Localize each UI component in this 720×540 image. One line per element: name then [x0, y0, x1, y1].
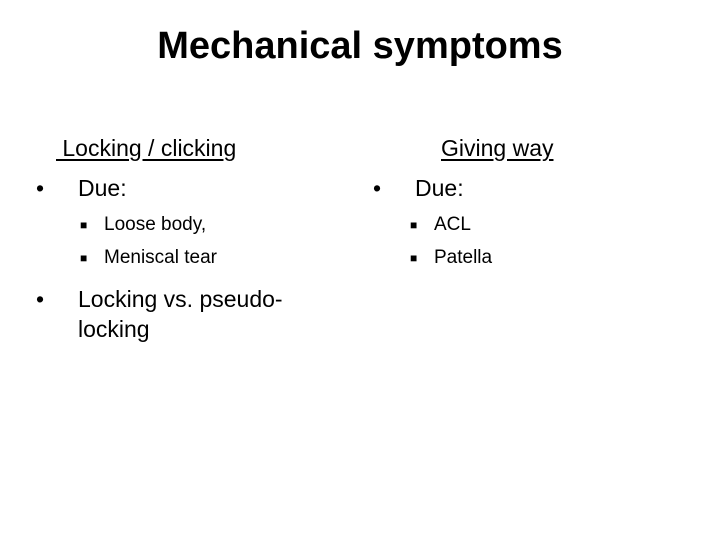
right-column-heading: Giving way: [441, 135, 554, 161]
bullet-icon: •: [36, 175, 45, 201]
right-sub-item-text: ACL: [434, 214, 471, 235]
left-sub-item-text: Meniscal tear: [104, 247, 217, 268]
right-sub-item: [410, 245, 610, 271]
right-due-text: Due:: [415, 175, 464, 201]
left-column-heading: Locking / clicking: [56, 135, 237, 161]
slide-title: Mechanical symptoms: [157, 25, 563, 67]
right-sub-item-text: Patella: [434, 247, 493, 268]
square-bullet-icon: ■: [80, 251, 88, 265]
left-sub-item: [80, 212, 320, 238]
left-due-bullet: [36, 173, 296, 203]
bullet-icon: •: [36, 286, 45, 312]
left-sub-item-text: Loose body,: [104, 214, 207, 235]
right-due-bullet: [373, 173, 633, 203]
left-locking-bullet: [36, 284, 336, 344]
left-locking-text: Locking vs. pseudo-locking: [78, 286, 283, 342]
square-bullet-icon: ■: [80, 218, 88, 232]
square-bullet-icon: ■: [410, 251, 418, 265]
right-sub-item: [410, 212, 610, 238]
square-bullet-icon: ■: [410, 218, 418, 232]
bullet-icon: •: [373, 175, 382, 201]
left-sub-item: [80, 245, 320, 271]
left-due-text: Due:: [78, 175, 127, 201]
